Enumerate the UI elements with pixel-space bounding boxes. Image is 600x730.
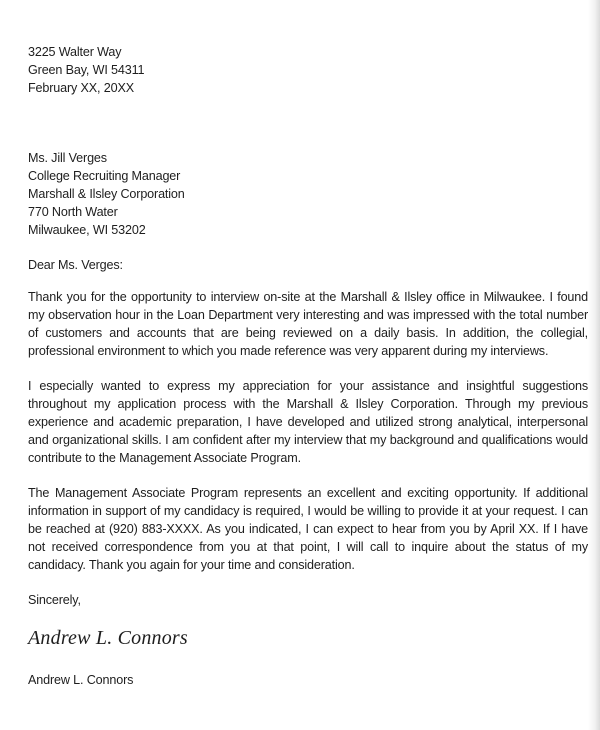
sender-address-block xyxy=(28,44,588,98)
handwritten-signature: Andrew L. Connors xyxy=(28,627,188,649)
closing xyxy=(28,592,588,610)
recipient-name: Ms. Jill Verges xyxy=(28,151,107,165)
typed-name-block xyxy=(28,672,588,690)
recipient-address-block xyxy=(28,150,588,240)
letter-date: February XX, 20XX xyxy=(28,80,134,95)
closing-text: Sincerely, xyxy=(28,593,81,607)
body-paragraph-2: I especially wanted to express my appreciation for your assistance and insightful suggestions throughout my application process with the Marshall & Ilsley Corporation. Through my previous experience and academic preparation, I have developed and utilized strong analytical, interpersonal and organizational skills. I am confident after my interview that my background and qualifications would contribute to the Management Associate Program. xyxy=(28,379,588,465)
salutation-text: Dear Ms. Verges: xyxy=(28,258,123,272)
page-edge-shadow xyxy=(588,0,600,730)
body-paragraph-3: The Management Associate Program represents an excellent and exciting opportunity. If additional information in support of my candidacy is required, I would be willing to provide it at your request. I can be reached at (920) 883-XXXX. As you indicated, I can expect to hear from you by April XX. If I have not received correspondence from you at that point, I will call to inquire about the status of my candidacy. Thank you again for your time and consideration. xyxy=(28,486,588,572)
typed-name: Andrew L. Connors xyxy=(28,673,134,687)
recipient-street: 770 North Water xyxy=(28,204,118,219)
salutation xyxy=(28,257,588,275)
recipient-title: College Recruiting Manager xyxy=(28,168,181,183)
recipient-company: Marshall & Ilsley Corporation xyxy=(28,186,185,201)
body-paragraph-1: Thank you for the opportunity to interview on-site at the Marshall & Ilsley office in Milwaukee. I found my observation hour in the Loan Department very interesting and was impressed with the total number of customers and accounts that are being reviewed on a daily basis. In addition, the collegial, professional environment to which you made reference was very apparent during my interviews. xyxy=(28,290,588,358)
sender-city-state-zip: Green Bay, WI 54311 xyxy=(28,62,145,77)
sender-street: 3225 Walter Way xyxy=(28,45,122,59)
recipient-city-state-zip: Milwaukee, WI 53202 xyxy=(28,222,146,237)
